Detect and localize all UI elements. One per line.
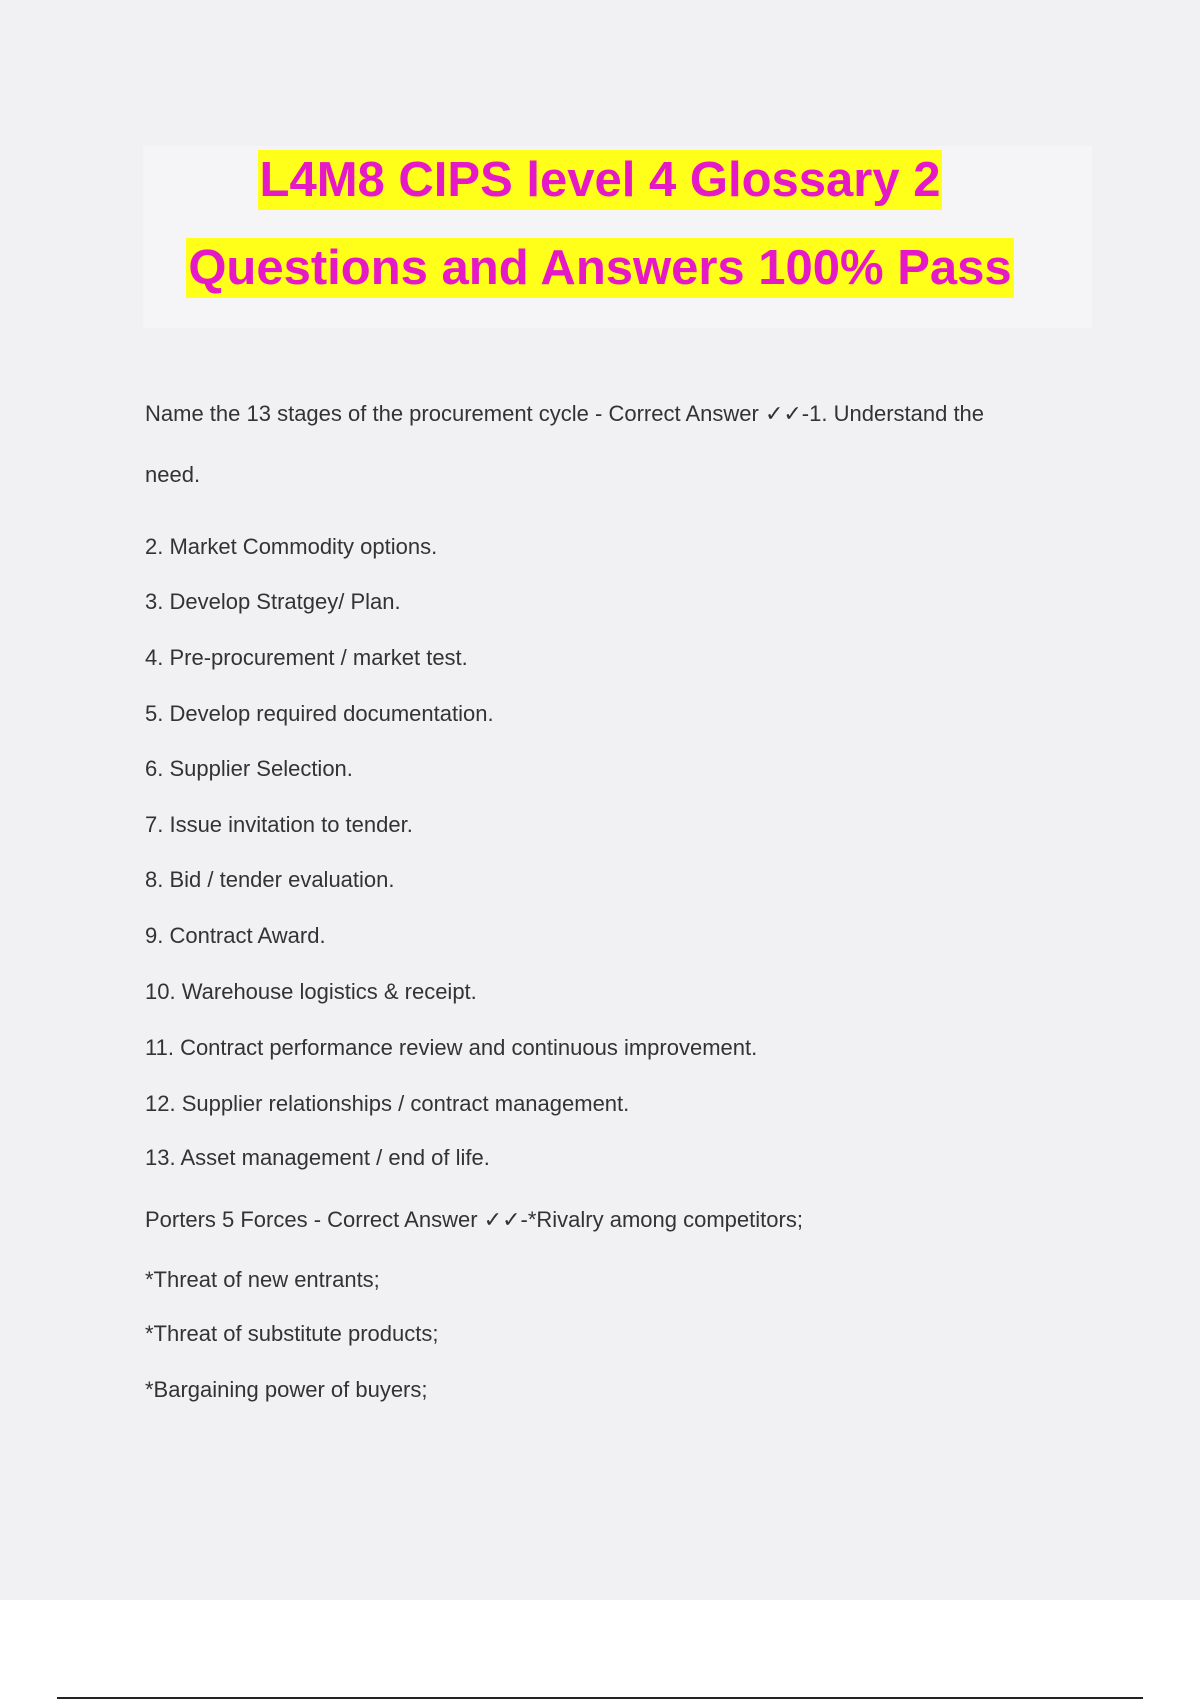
question-1-text-continued: need.	[145, 462, 201, 487]
list-item: 11. Contract performance review and continuous improvement.	[145, 1035, 758, 1060]
question-1-text: Name the 13 stages of the procurement cycle - Correct Answer ✓✓-1. Understand the	[145, 401, 985, 426]
list-item: 7. Issue invitation to tender.	[145, 812, 413, 837]
list-item: 9. Contract Award.	[145, 923, 326, 948]
document-title-line-2: Questions and Answers 100% Pass	[186, 238, 1013, 298]
list-item: 12. Supplier relationships / contract management.	[145, 1091, 630, 1116]
list-item: 8. Bid / tender evaluation.	[145, 867, 395, 892]
list-item: 13. Asset management / end of life.	[145, 1145, 490, 1170]
list-item: *Bargaining power of buyers;	[145, 1377, 428, 1402]
page-divider	[57, 1697, 1143, 1699]
question-2-text: Porters 5 Forces - Correct Answer ✓✓-*Rivalry among competitors;	[145, 1207, 803, 1232]
list-item: *Threat of substitute products;	[145, 1321, 439, 1346]
list-item: 3. Develop Stratgey/ Plan.	[145, 589, 401, 614]
list-item: 4. Pre-procurement / market test.	[145, 645, 468, 670]
list-item: 10. Warehouse logistics & receipt.	[145, 979, 477, 1004]
document-title-line-1: L4M8 CIPS level 4 Glossary 2	[258, 150, 943, 210]
list-item: 2. Market Commodity options.	[145, 534, 438, 559]
list-item: 5. Develop required documentation.	[145, 701, 494, 726]
list-item: *Threat of new entrants;	[145, 1267, 380, 1292]
list-item: 6. Supplier Selection.	[145, 756, 353, 781]
